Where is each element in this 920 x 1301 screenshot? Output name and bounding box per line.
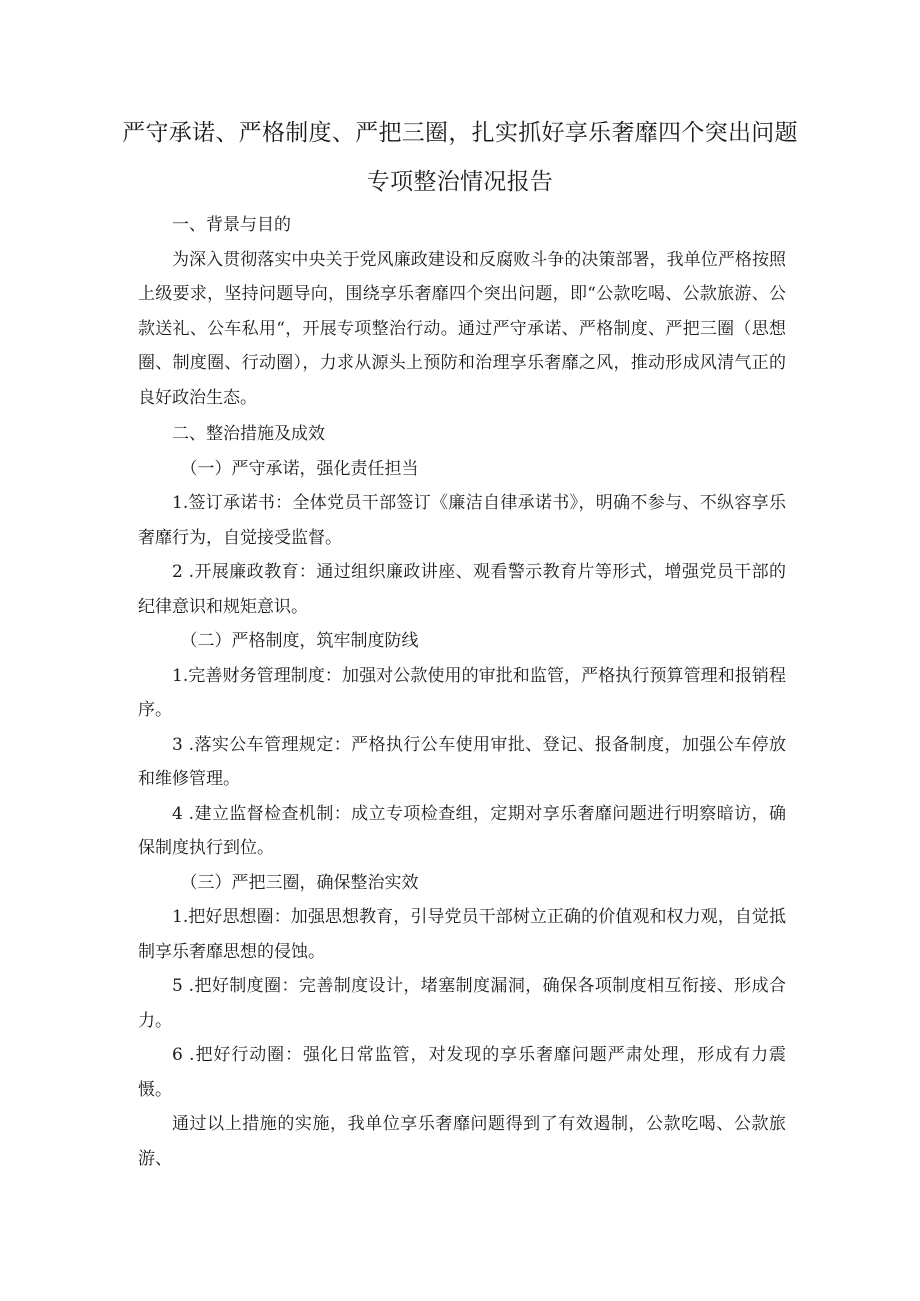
list-item: 1.签订承诺书：全体党员干部签订《廉洁自律承诺书》，明确不参与、不纵容享乐奢靡行为，自觉接受监督。 bbox=[138, 493, 786, 548]
document-title-line-2: 专项整治情况报告 bbox=[366, 169, 554, 195]
section-heading-measures: 二、整治措施及成效 bbox=[172, 424, 325, 444]
paragraph-background: 为深入贯彻落实中央关于党风廉政建设和反腐败斗争的决策部署，我单位严格按照上级要求，坚持问题导向，围绕享乐奢靡四个突出问题，即“公款吃喝、公款旅游、公款送礼、公车私用“，开展专项整治行动。通过严守承诺、严格制度、严把三圈（思想圈、制度圈、行动圈），力求从源头上预防和治理享乐奢靡之风，推动形成风清气正的良好政治生态。 bbox=[138, 249, 786, 408]
document-body bbox=[138, 208, 786, 1176]
list-item: 5 .把好制度圈：完善制度设计，堵塞制度漏洞，确保各项制度相互衔接、形成合力。 bbox=[138, 976, 786, 1031]
paragraph-closing: 通过以上措施的实施，我单位享乐奢靡问题得到了有效遏制，公款吃喝、公款旅游、 bbox=[138, 1114, 786, 1169]
list-item: 4 .建立监督检查机制：成立专项检查组，定期对享乐奢靡问题进行明察暗访，确保制度执行到位。 bbox=[138, 803, 786, 858]
list-item: 2 .开展廉政教育：通过组织廉政讲座、观看警示教育片等形式，增强党员干部的纪律意识和规矩意识。 bbox=[138, 562, 786, 617]
list-item: 1.把好思想圈：加强思想教育，引导党员干部树立正确的价值观和权力观，自觉抵制享乐奢靡思想的侵蚀。 bbox=[138, 907, 786, 962]
document-title-line-1: 严守承诺、严格制度、严把三圈，扎实抓好享乐奢靡四个突出问题 bbox=[122, 120, 798, 146]
subsection-heading-three-circles: （三）严把三圈，确保整治实效 bbox=[180, 872, 419, 893]
subsection-heading-commitment: （一）严守承诺，强化责任担当 bbox=[180, 458, 419, 479]
subsection-heading-system: （二）严格制度，筑牢制度防线 bbox=[180, 631, 419, 651]
list-item: 6 .把好行动圈：强化日常监管，对发现的享乐奢靡问题严肃处理，形成有力震慑。 bbox=[138, 1045, 786, 1100]
list-item: 1.完善财务管理制度：加强对公款使用的审批和监管，严格执行预算管理和报销程序。 bbox=[138, 665, 786, 720]
section-heading-background: 一、背景与目的 bbox=[172, 215, 291, 235]
list-item: 3 .落实公车管理规定：严格执行公车使用审批、登记、报备制度，加强公车停放和维修管理。 bbox=[138, 734, 786, 789]
